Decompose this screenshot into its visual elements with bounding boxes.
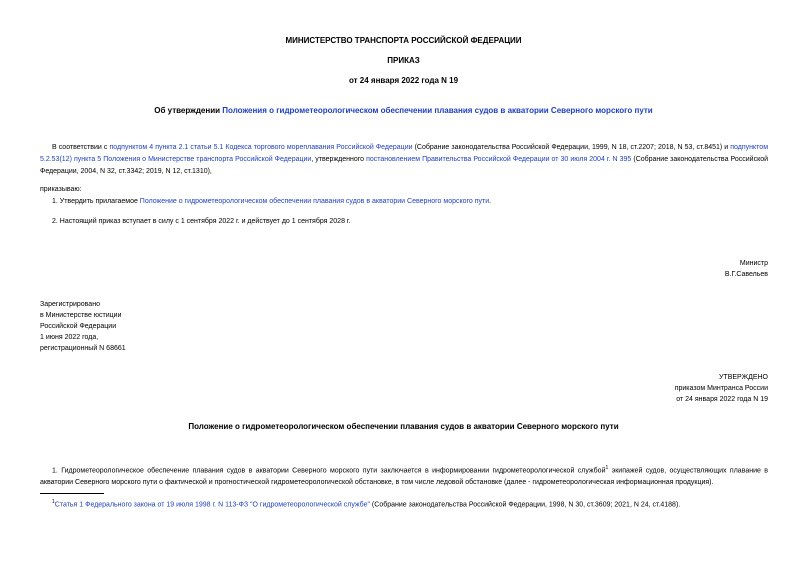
preamble-text-3: , утвержденного (311, 156, 367, 163)
order-title (0, 106, 807, 115)
signature-role: Министр (739, 260, 768, 267)
item-1-suffix: . (489, 198, 492, 205)
footnote-text: (Собрание законодательства Российской Федерации, 1998, N 30, ст.3609; 2021, N 24, ст.4188). (369, 501, 681, 509)
signature-name: В.Г.Савельев (724, 271, 768, 278)
footnote-divider (40, 493, 104, 494)
approved-line-1: УТВЕРЖДЕНО (718, 374, 768, 381)
preamble-link-1[interactable]: подпунктом 4 пункта 2.1 статьи 5.1 Кодекса торгового мореплавания Российской Федерации (109, 144, 413, 151)
registration-line-2: в Министерстве юстиции (40, 312, 122, 319)
preamble-text-4: (Собрание законодательства Российской Федерации, 2004, N 32, ст.3342; 2019, N 12, ст.1310), (40, 156, 769, 175)
approved-line-2: приказом Минтранса России (674, 385, 768, 392)
approved-line-3: от 24 января 2022 года N 19 (676, 396, 768, 403)
item-1-prefix: 1. Утвердить прилагаемое (52, 198, 140, 205)
footnote-link[interactable]: Статья 1 Федерального закона от 19 июля 1998 г. N 113-ФЗ "О гидрометеорологической службе" (54, 501, 370, 509)
preamble-text-2: (Собрание законодательства Российской Федерации, 1999, N 18, ст.2207; 2018, N 53, ст.8451) и (412, 144, 731, 151)
registration-block (40, 299, 126, 354)
clause-1 (40, 462, 768, 489)
approved-block (560, 372, 768, 405)
footnote-mark: 1 (52, 499, 55, 505)
order-title-link[interactable]: Положения о гидрометеорологическом обеспечении плавания судов в акватории Северного морского пути (222, 106, 653, 115)
item-2: 2. Настоящий приказ вступает в силу с 1 сентября 2022 г. и действует до 1 сентября 2028 г. (52, 218, 351, 225)
clause-1-text-b: экипажей судов, осуществляющих плавание в акватории Северного морского пути о фактической и прогностической гидрометеорологической обстановке, в том числе ледовой обстановке (далее - гидрометеорологическая информационная продукция). (40, 467, 768, 487)
registration-line-1: Зарегистрировано (40, 301, 100, 308)
preamble-text-1: В соответствии с (52, 144, 110, 151)
doc-type-heading: ПРИКАЗ (387, 56, 420, 65)
order-title-prefix: Об утверждении (154, 106, 223, 115)
registration-line-5: регистрационный N 68661 (40, 345, 126, 352)
item-1-link[interactable]: Положение о гидрометеорологическом обеспечении плавания судов в акватории Северного морского пути (139, 198, 490, 205)
footnote-ref[interactable]: 1 (605, 465, 609, 471)
date-number-heading: от 24 января 2022 года N 19 (348, 76, 459, 85)
preamble-link-2[interactable]: подпунктом 5.2.53(12) пункта 5 Положения о Министерстве транспорта Российской Федерации (40, 144, 769, 163)
clause-1-text-a: 1. Гидрометеорологическое обеспечение плавания судов в акватории Северного морского пути заключается в информировании гидрометеорологической службой (52, 467, 606, 475)
registration-line-4: 1 июня 2022 года, (40, 334, 99, 341)
preamble-paragraph (40, 142, 768, 178)
registration-line-3: Российской Федерации (40, 323, 117, 330)
regulation-title: Положение о гидрометеорологическом обеспечении плавания судов в акватории Северного морского пути (188, 422, 619, 431)
order-word: приказываю: (40, 186, 82, 193)
ministry-heading: МИНИСТЕРСТВО ТРАНСПОРТА РОССИЙСКОЙ ФЕДЕРАЦИИ (285, 36, 522, 45)
footnote (52, 496, 768, 511)
item-1 (52, 196, 772, 208)
preamble-link-3[interactable]: постановлением Правительства Российской Федерации от 30 июля 2004 г. N 395 (366, 156, 632, 163)
